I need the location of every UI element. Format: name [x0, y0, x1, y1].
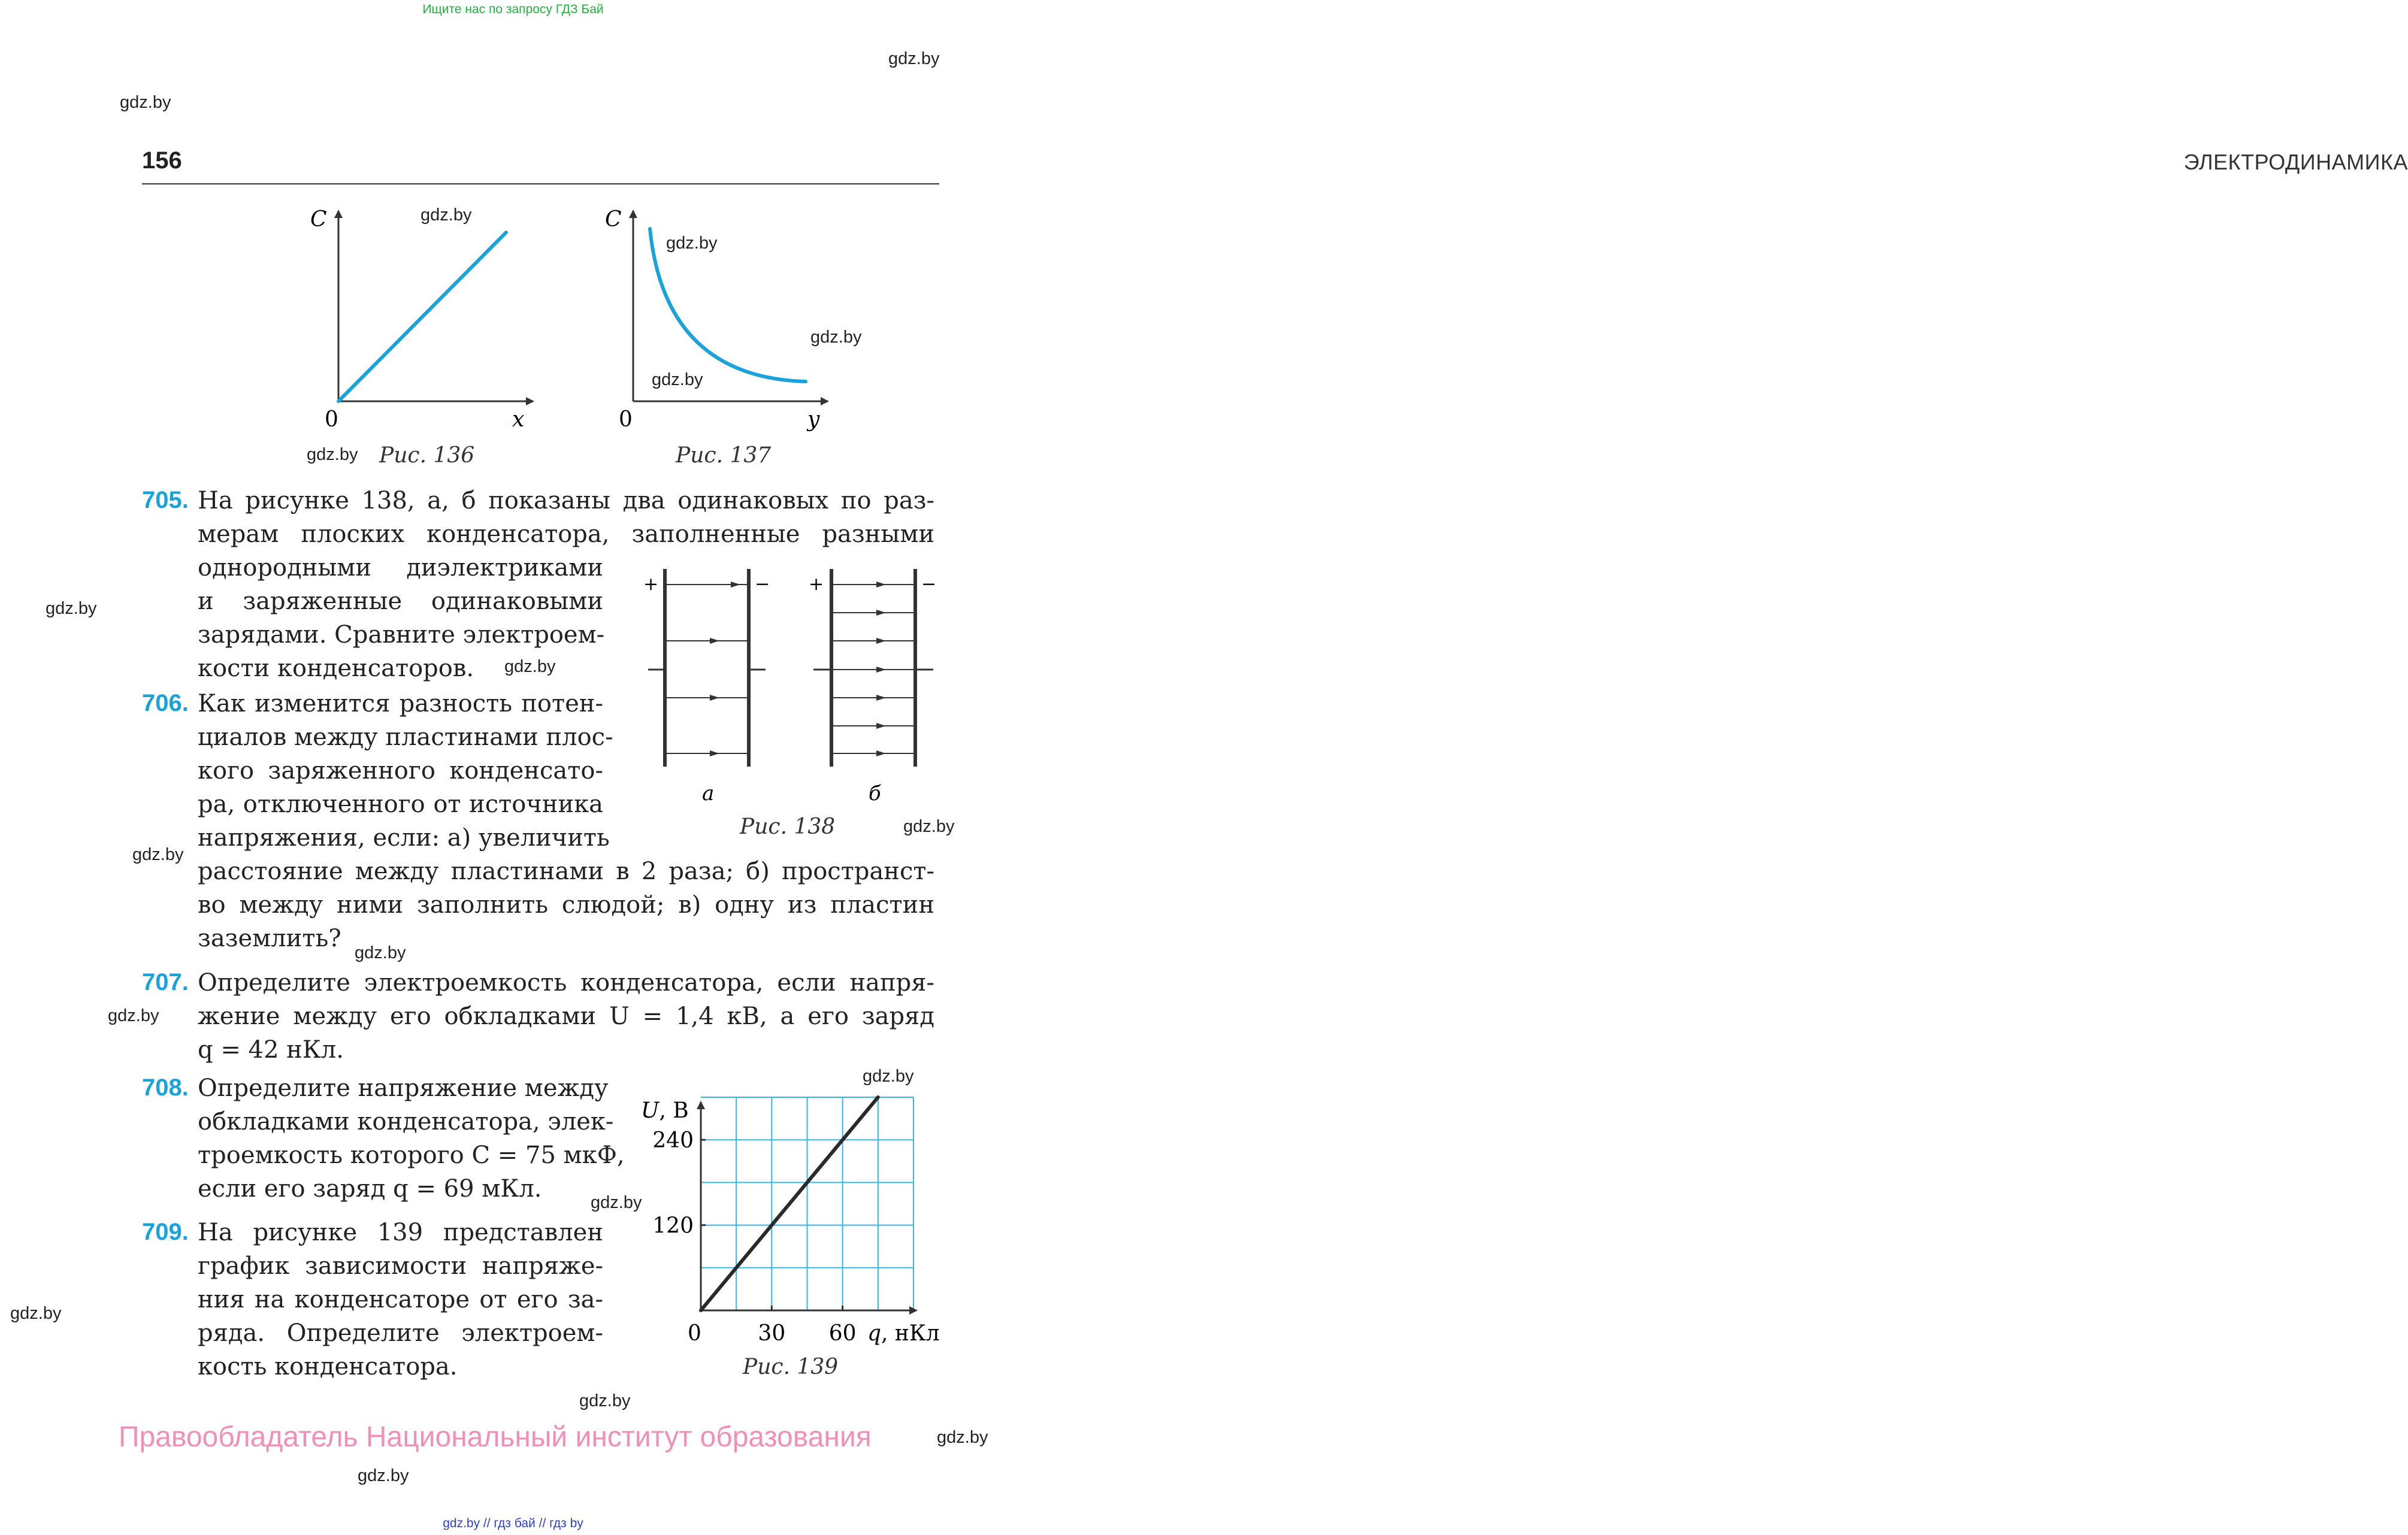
watermark: gdz.by	[937, 1428, 988, 1447]
y-axis-label: C	[310, 207, 327, 232]
x-axis-label: q, нКл	[867, 1321, 940, 1346]
figure-139-chart	[635, 1084, 958, 1354]
footer-links: gdz.by // гдз бай // гдз by	[443, 1516, 583, 1530]
figure-138-caption: Рис. 138	[740, 815, 836, 839]
figure-138	[635, 563, 970, 815]
problem-709-line: график зависимости напряже-	[198, 1252, 603, 1280]
figure-139-caption: Рис. 139	[743, 1355, 839, 1379]
top-note: Ищите нас по запросу ГДЗ Бай	[422, 2, 604, 16]
watermark: gdz.by	[652, 370, 703, 389]
figure-136	[305, 198, 557, 437]
watermark: gdz.by	[120, 93, 171, 112]
watermark: gdz.by	[591, 1193, 642, 1212]
problem-number-705: 705.	[142, 487, 189, 513]
watermark: gdz.by	[579, 1391, 631, 1410]
problem-706-line: кого заряженного конденсато-	[198, 757, 603, 785]
watermark: gdz.by	[421, 205, 472, 225]
problem-708-line: если его заряд q = 69 мКл.	[198, 1175, 542, 1203]
capacitor-a	[643, 569, 770, 806]
watermark: gdz.by	[504, 657, 556, 676]
figure-137	[599, 198, 851, 437]
problem-707-line: q = 42 нКл.	[198, 1036, 344, 1064]
page-number: 156	[142, 147, 182, 174]
watermark: gdz.by	[358, 1466, 409, 1485]
watermark: gdz.by	[810, 328, 862, 347]
x-axis-label: x	[512, 407, 525, 432]
problem-705-line: зарядами. Сравните электроем-	[198, 621, 605, 649]
watermark: gdz.by	[863, 1067, 914, 1086]
x-tick-label: 30	[758, 1321, 786, 1346]
problem-709-line: На рисунке 139 представлен	[198, 1219, 603, 1246]
problem-707-line: жение между его обкладками U = 1,4 кВ, а его заряд	[198, 1003, 934, 1030]
header-rule	[142, 183, 939, 184]
problem-706-line: напряжения, если: а) увеличить	[198, 824, 610, 852]
problem-705-line: и заряженные одинаковыми	[198, 588, 603, 615]
problem-number-708: 708.	[142, 1074, 189, 1101]
minus-sign: −	[921, 574, 937, 595]
problem-number-707: 707.	[142, 969, 189, 995]
linear-curve	[338, 232, 506, 401]
watermark: gdz.by	[307, 445, 358, 464]
figure-137-caption: Рис. 137	[676, 443, 772, 468]
problem-705-line: На рисунке 138, а, б показаны два одинаковых по раз-	[198, 487, 934, 514]
watermark: gdz.by	[108, 1006, 159, 1025]
problem-709-line: ния на конденсаторе от его за-	[198, 1286, 603, 1313]
series-line	[701, 1097, 878, 1310]
problem-706-line: заземлить?	[198, 925, 341, 952]
problem-708-line: Определите напряжение между	[198, 1074, 609, 1102]
y-axis-label: C	[605, 207, 622, 232]
problem-706-line: ра, отключенного от источника	[198, 791, 603, 818]
problem-706-line: Как изменится разность потен-	[198, 690, 603, 717]
x-axis-label: y	[807, 407, 820, 432]
origin-label: 0	[688, 1321, 701, 1346]
minus-sign: −	[755, 574, 770, 595]
x-tick-label: 60	[828, 1321, 857, 1346]
problem-705-line: кости конденсаторов.	[198, 655, 474, 682]
copyright-notice: Правообладатель Национальный институт образования	[119, 1421, 872, 1453]
label-b: б	[869, 782, 881, 806]
problem-705-line: мерам плоских конденсатора, заполненные разными	[198, 520, 934, 548]
watermark: gdz.by	[132, 845, 184, 864]
problem-709-line: кость конденсатора.	[198, 1353, 458, 1380]
hyperbolic-curve	[650, 229, 806, 382]
watermark: gdz.by	[46, 599, 97, 618]
watermark: gdz.by	[10, 1304, 62, 1323]
problem-706-line: циалов между пластинами плос-	[198, 723, 613, 751]
problem-706-line: расстояние между пластинами в 2 раза; б) пространст-	[198, 858, 934, 885]
chart-grid	[701, 1097, 913, 1310]
label-a: а	[702, 782, 715, 806]
problem-705-line: однородными диэлектриками	[198, 554, 603, 582]
watermark: gdz.by	[903, 817, 955, 836]
plus-sign: +	[809, 574, 824, 595]
problem-number-709: 709.	[142, 1219, 189, 1245]
problem-707-line: Определите электроемкость конденсатора, если напря-	[198, 969, 934, 997]
capacitor-b	[809, 569, 936, 806]
figure-136-caption: Рис. 136	[379, 443, 475, 468]
watermark: gdz.by	[355, 943, 406, 962]
y-axis-label: U, В	[641, 1098, 689, 1123]
watermark: gdz.by	[888, 49, 940, 68]
problem-708-line: обкладками конденсатора, элек-	[198, 1108, 614, 1136]
origin-label: 0	[325, 407, 338, 432]
y-tick-label: 240	[652, 1128, 694, 1153]
plus-sign: +	[643, 574, 659, 595]
origin-label: 0	[619, 407, 633, 432]
problem-number-706: 706.	[142, 690, 189, 716]
y-tick-label: 120	[652, 1213, 694, 1239]
watermark: gdz.by	[666, 234, 718, 253]
problem-706-line: во между ними заполнить слюдой; в) одну из пластин	[198, 891, 934, 919]
problem-709-line: ряда. Определите электроем-	[198, 1319, 603, 1347]
problem-708-line: троемкость которого C = 75 мкФ,	[198, 1142, 625, 1169]
